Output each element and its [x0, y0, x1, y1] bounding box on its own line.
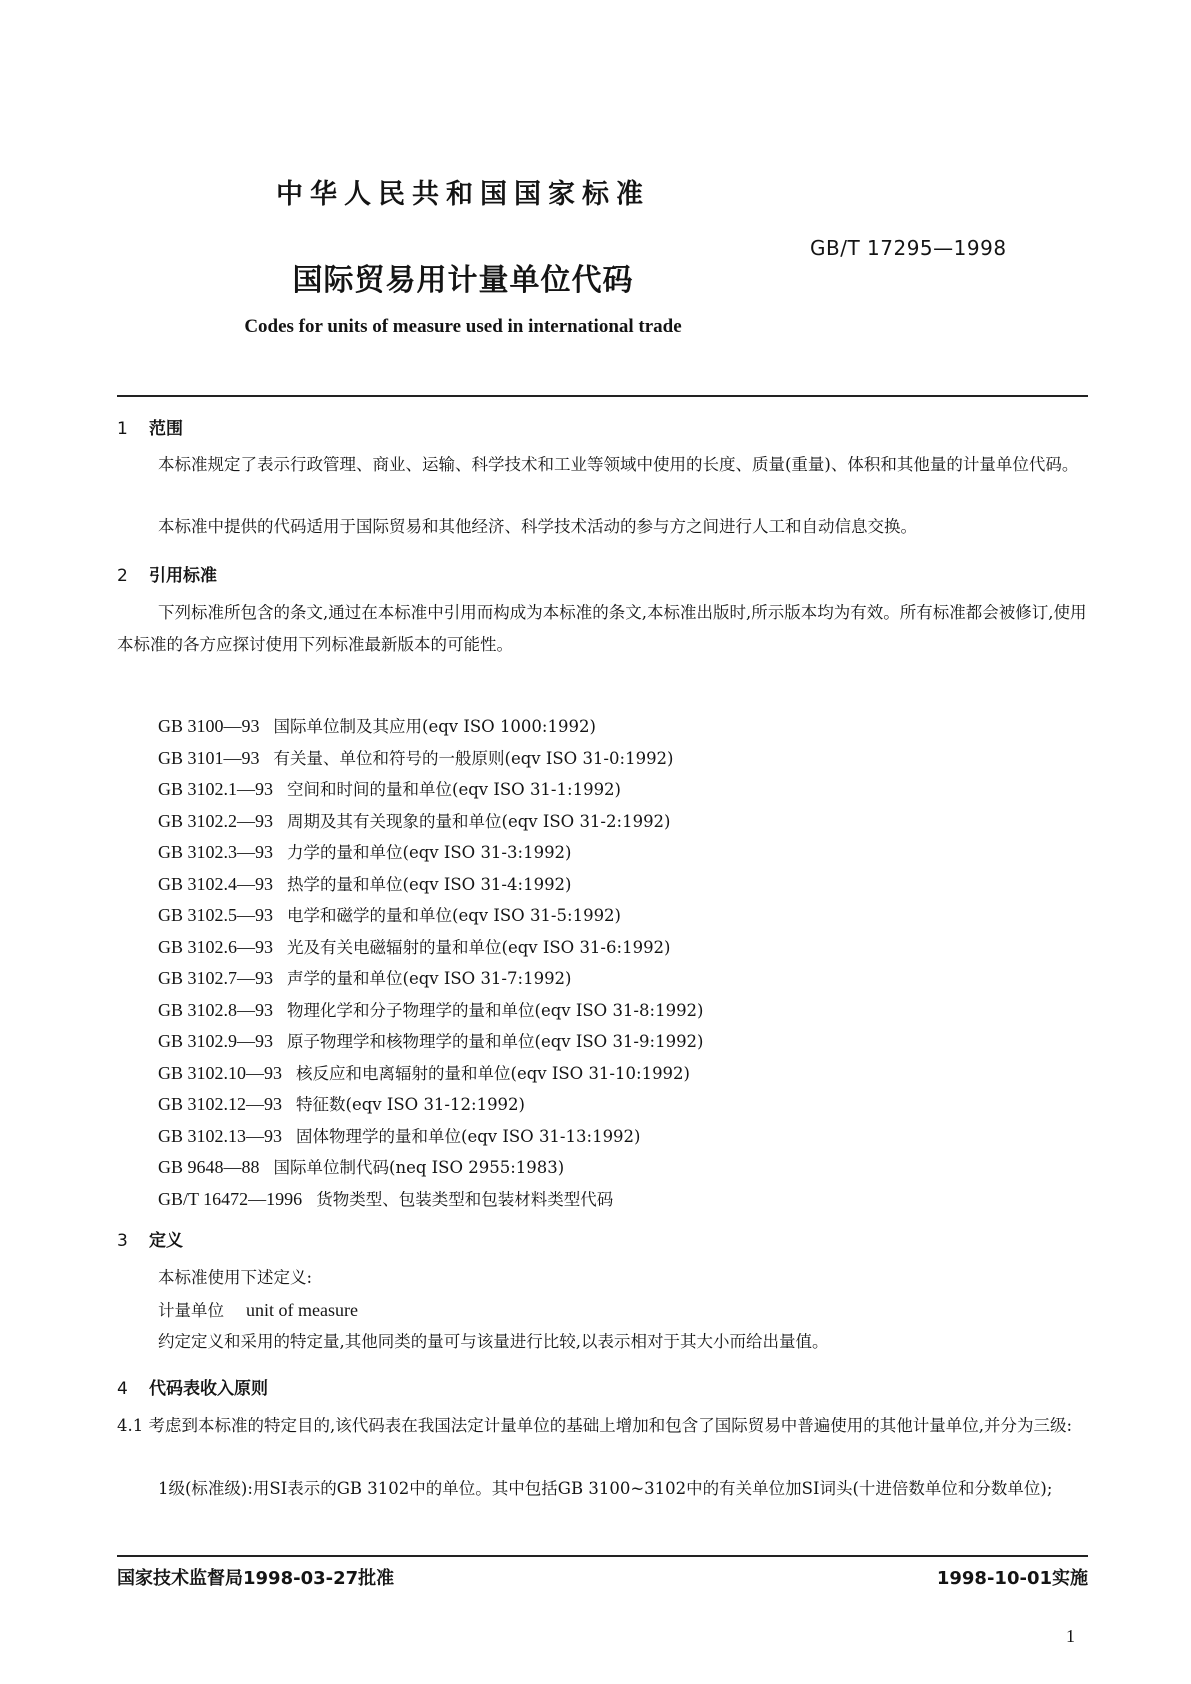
- reference-code: GB 3102.3—93: [158, 842, 274, 862]
- reference-code: GB 3102.1—93: [158, 779, 274, 799]
- definitions-block: [158, 1262, 829, 1358]
- section-1-heading: [117, 414, 183, 439]
- footer-divider: [117, 1555, 1088, 1557]
- reference-item: [158, 743, 704, 775]
- reference-title: 电学和磁学的量和单位(eqv ISO 31-5:1992): [287, 906, 621, 925]
- reference-item: [158, 774, 704, 806]
- reference-item: [158, 995, 704, 1027]
- section-number: 3: [117, 1231, 128, 1251]
- reference-title: 光及有关电磁辐射的量和单位(eqv ISO 31-6:1992): [287, 937, 671, 957]
- effective-date: 1998-10-01实施: [936, 1568, 1088, 1589]
- reference-item: [158, 1089, 704, 1121]
- section-number: 4: [117, 1379, 128, 1399]
- reference-item: [158, 869, 704, 901]
- section-title: 代码表收入原则: [149, 1379, 268, 1399]
- term-chinese: 计量单位: [158, 1301, 224, 1320]
- reference-list: [158, 711, 704, 1215]
- approval-date: 国家技术监督局1998-03-27批准: [117, 1568, 395, 1589]
- section-number: 1: [117, 419, 128, 439]
- section-1-paragraph-2: 本标准中提供的代码适用于国际贸易和其他经济、科学技术活动的参与方之间进行人工和自动信息交换。: [158, 517, 917, 536]
- reference-code: GB 9648—88: [158, 1157, 260, 1177]
- reference-code: GB/T 16472—1996: [158, 1188, 303, 1209]
- reference-item: [158, 837, 704, 869]
- reference-title: 国际单位制代码(neq ISO 2955:1983): [273, 1158, 565, 1177]
- reference-code: GB 3102.7—93: [158, 968, 274, 988]
- reference-title: 国际单位制及其应用(eqv ISO 1000:1992): [273, 717, 596, 736]
- reference-code: GB 3102.5—93: [158, 905, 274, 925]
- reference-code: GB 3100—93: [158, 716, 260, 736]
- reference-code: GB 3102.6—93: [158, 936, 274, 957]
- term-english: unit of measure: [246, 1300, 358, 1320]
- reference-code: GB 3102.2—93: [158, 810, 274, 831]
- section-title: 范围: [149, 419, 183, 439]
- section-2-heading: [117, 561, 217, 586]
- term-definition: 约定定义和采用的特定量,其他同类的量可与该量进行比较,以表示相对于其大小而给出量值。: [158, 1332, 829, 1351]
- reference-title: 核反应和电离辐射的量和单位(eqv ISO 31-10:1992): [296, 1063, 690, 1083]
- reference-code: GB 3102.10—93: [158, 1062, 283, 1083]
- reference-title: 热学的量和单位(eqv ISO 31-4:1992): [287, 874, 572, 894]
- reference-title: 特征数(eqv ISO 31-12:1992): [296, 1095, 525, 1114]
- header-divider: [117, 395, 1088, 397]
- reference-title: 声学的量和单位(eqv ISO 31-7:1992): [287, 969, 572, 988]
- reference-item: [158, 1026, 704, 1058]
- reference-title: 原子物理学和核物理学的量和单位(eqv ISO 31-9:1992): [287, 1032, 704, 1051]
- reference-code: GB 3102.9—93: [158, 1031, 274, 1051]
- section-1-paragraph-1: 本标准规定了表示行政管理、商业、运输、科学技术和工业等领域中使用的长度、质量(重量)、体积和其他量的计量单位代码。: [158, 455, 1079, 474]
- reference-item: [158, 1058, 704, 1090]
- term-line: [158, 1294, 829, 1326]
- reference-item: [158, 711, 704, 743]
- clause-4-1: 4.1 考虑到本标准的特定目的,该代码表在我国法定计量单位的基础上增加和包含了国际贸易中普遍使用的其他计量单位,并分为三级:: [117, 1416, 1073, 1435]
- section-title: 引用标准: [149, 566, 217, 586]
- reference-item: [158, 900, 704, 932]
- reference-title: 力学的量和单位(eqv ISO 31-3:1992): [287, 843, 572, 862]
- reference-item: [158, 806, 704, 838]
- page-title: 国际贸易用计量单位代码: [292, 263, 634, 298]
- national-standard-heading: 中华人民共和国国家标准: [276, 179, 650, 210]
- section-2-intro: 下列标准所包含的条文,通过在本标准中引用而构成为本标准的条文,本标准出版时,所示版本均为有效。所有标准都会被修订,使用本标准的各方应探讨使用下列标准最新版本的可能性。: [117, 603, 1087, 654]
- reference-title: 固体物理学的量和单位(eqv ISO 31-13:1992): [296, 1126, 641, 1146]
- level-1-description: 1级(标准级):用SI表示的GB 3102中的单位。其中包括GB 3100~3102中的有关单位加SI词头(十进倍数单位和分数单位);: [158, 1479, 1053, 1498]
- section-title: 定义: [149, 1231, 183, 1251]
- reference-title: 物理化学和分子物理学的量和单位(eqv ISO 31-8:1992): [287, 1000, 704, 1020]
- page-title-english: Codes for units of measure used in international trade: [244, 316, 682, 337]
- page-number: 1: [1066, 1626, 1075, 1646]
- reference-title: 周期及其有关现象的量和单位(eqv ISO 31-2:1992): [287, 811, 671, 831]
- section-number: 2: [117, 566, 128, 586]
- reference-title: 有关量、单位和符号的一般原则(eqv ISO 31-0:1992): [273, 748, 674, 768]
- reference-item: [158, 1152, 704, 1184]
- reference-item: [158, 1121, 704, 1153]
- section-3-heading: [117, 1226, 183, 1251]
- reference-item: [158, 963, 704, 995]
- reference-title: 空间和时间的量和单位(eqv ISO 31-1:1992): [287, 780, 621, 799]
- reference-title: 货物类型、包装类型和包装材料类型代码: [316, 1189, 614, 1209]
- reference-code: GB 3102.4—93: [158, 873, 274, 894]
- reference-item: [158, 932, 704, 964]
- reference-code: GB 3102.8—93: [158, 999, 274, 1020]
- reference-code: GB 3102.12—93: [158, 1094, 283, 1114]
- standard-code: GB/T 17295—1998: [810, 236, 1007, 260]
- section-4-heading: [117, 1374, 268, 1399]
- reference-code: GB 3102.13—93: [158, 1125, 283, 1146]
- definitions-intro: 本标准使用下述定义:: [158, 1268, 313, 1287]
- reference-code: GB 3101—93: [158, 747, 260, 768]
- reference-item: [158, 1184, 704, 1216]
